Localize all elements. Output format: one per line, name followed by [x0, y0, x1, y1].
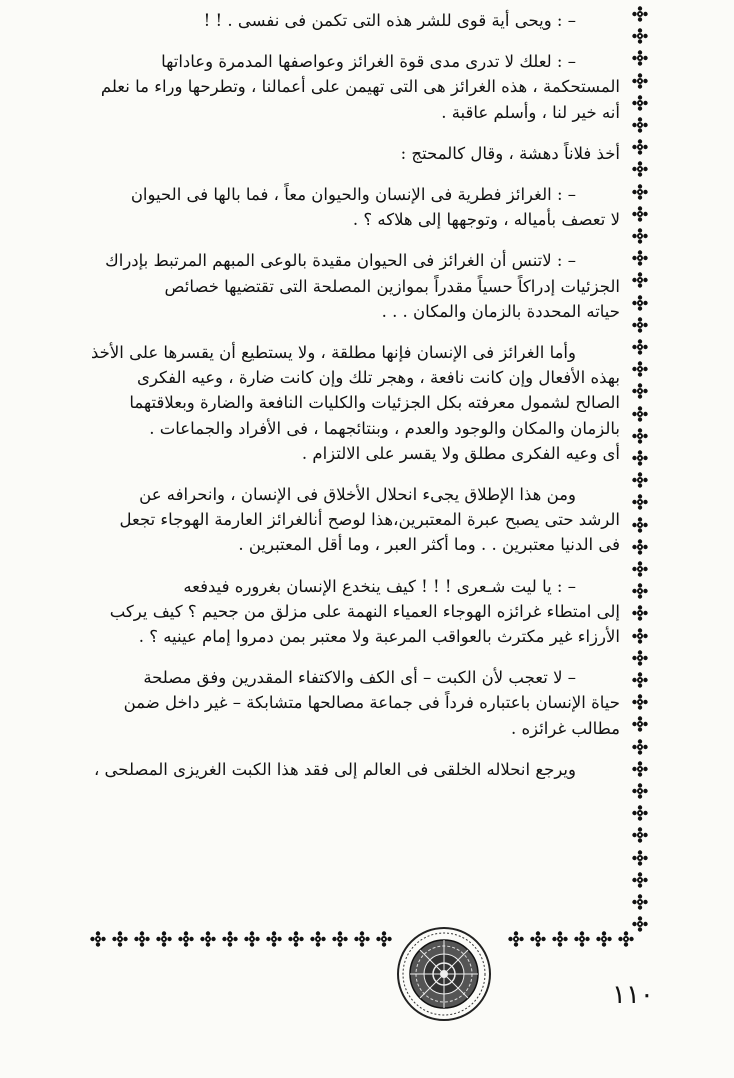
ornamental-cross-icon	[632, 850, 648, 866]
ornamental-cross-icon	[632, 894, 648, 910]
ornamental-cross-icon	[632, 450, 648, 466]
ornamental-cross-icon	[632, 184, 648, 200]
text-line: – : لاتنس أن الغرائز فى الحيوان مقيدة بالوعى المبهم المرتبط بإدراك	[105, 251, 576, 271]
paragraph-7	[80, 482, 620, 558]
text-line: الجزئيات إدراكاً حسياً مقدراً بموازين المصلحة التى تقتضيها خصائص	[164, 276, 620, 296]
ornamental-cross-icon	[156, 931, 172, 947]
ornamental-cross-icon	[632, 317, 648, 333]
text-line: إلى امتطاء غرائزه الهوجاء العمياء النهمة على مزلق من جحيم ؟ كيف يركب	[109, 601, 620, 621]
ornamental-cross-icon	[178, 931, 194, 947]
text-line: الرشد حتى يصبح عبرة المعتبرين،هذا لوصح أنالغرائز العارمة الهوجاء تجعل	[119, 510, 620, 530]
ornamental-cross-icon	[632, 650, 648, 666]
text-line: ومن هذا الإطلاق يجىء انحلال الأخلاق فى الإنسان ، وانحرافه عن	[139, 485, 576, 505]
ornamental-cross-icon	[632, 628, 648, 644]
ornamental-cross-icon	[632, 50, 648, 66]
text-line: – : لعلك لا تدرى مدى قوة الغرائز وعواصفها المدمرة وعاداتها	[161, 52, 576, 72]
paragraph-5	[80, 248, 620, 324]
ornamental-cross-icon	[134, 931, 150, 947]
ornamental-cross-icon	[632, 539, 648, 555]
ornamental-cross-icon	[632, 206, 648, 222]
ornamental-cross-icon	[632, 827, 648, 843]
ornamental-cross-icon	[222, 931, 238, 947]
paragraph-4	[80, 182, 620, 232]
ornamental-cross-icon	[552, 931, 568, 947]
text-line: الأرزاء غير مكترث بالعواقب المرعبة ولا معتبر بمن دمروا إمام عينيه ؟ .	[138, 627, 620, 647]
ornamental-cross-icon	[332, 931, 348, 947]
ornamental-cross-icon	[632, 694, 648, 710]
text-line: أى وعيه الفكرى مطلق ولا يقسر على الالتزام .	[301, 443, 620, 463]
text-line: – لا تعجب لأن الكبت – أى الكف والاكتفاء المقدرين وفق مصلحة	[143, 668, 576, 688]
ornamental-cross-icon	[632, 28, 648, 44]
text-line: بهذه الأفعال وإن كانت نافعة ، وهجر تلك وإن كانت ضارة ، وعيه الفكرى	[137, 368, 620, 388]
ornamental-cross-icon	[632, 872, 648, 888]
ornamental-cross-icon	[530, 931, 546, 947]
text-line: مطالب غرائزه .	[510, 718, 620, 738]
ornamental-cross-icon	[632, 561, 648, 577]
paragraph-10	[80, 757, 620, 782]
ornamental-cross-icon	[632, 805, 648, 821]
ornamental-cross-icon	[632, 73, 648, 89]
ornamental-cross-icon	[244, 931, 260, 947]
ornamental-cross-icon	[288, 931, 304, 947]
ornamental-cross-icon	[632, 472, 648, 488]
ornamental-cross-icon	[376, 931, 392, 947]
text-line: أخذ فلاناً دهشة ، وقال كالمحتج :	[400, 143, 620, 163]
paragraph-6	[80, 340, 620, 466]
ornamental-cross-icon	[354, 931, 370, 947]
text-line: المستحكمة ، هذه الغرائز هى التى تهيمن على أعمالنا ، وتطرحها وراء ما نعلم	[100, 77, 620, 97]
text-line: بالزمان والمكان والوجود والعدم ، وبنتائجهما ، فى الأفراد والجماعات .	[149, 418, 620, 438]
ornamental-cross-icon	[632, 716, 648, 732]
ornamental-border-bottom	[90, 928, 652, 950]
text-line: وأما الغرائز فى الإنسان فإنها مطلقة ، ولا يستطيع أن يقسرها على الأخذ	[91, 343, 576, 363]
ornamental-cross-icon	[632, 761, 648, 777]
ornamental-cross-icon	[632, 228, 648, 244]
ornamental-cross-icon	[632, 494, 648, 510]
ornamental-cross-icon	[618, 931, 634, 947]
ornamental-cross-icon	[632, 783, 648, 799]
ornamental-cross-icon	[632, 361, 648, 377]
ornamental-cross-icon	[632, 406, 648, 422]
text-line: – : ويحى أية قوى للشر هذه التى تكمن فى نفسى . ! !	[203, 11, 576, 30]
text-line: الصالح لشمول معرفته بكل الجزئيات والكليات النافعة والضارة وبعلاقتهما	[129, 393, 620, 413]
paragraph-2	[80, 49, 620, 125]
ornamental-cross-icon	[632, 95, 648, 111]
text-line: أنه خير لنا ، وأسلم عاقبة .	[441, 102, 620, 122]
paragraph-9	[80, 665, 620, 741]
ornamental-cross-icon	[632, 672, 648, 688]
ornamental-cross-icon	[632, 117, 648, 133]
ornamental-cross-icon	[632, 6, 648, 22]
ornamental-cross-icon	[632, 339, 648, 355]
ornamental-cross-icon	[112, 931, 128, 947]
ornamental-cross-icon	[632, 272, 648, 288]
page-text	[80, 8, 620, 798]
ornamental-cross-icon	[632, 295, 648, 311]
text-line: حياة الإنسان باعتباره فرداً فى جماعة مصالحها متشابكة – غير داخل ضمن	[123, 693, 620, 713]
paragraph-1	[80, 8, 620, 33]
ornamental-cross-icon	[596, 931, 612, 947]
ornamental-cross-icon	[310, 931, 326, 947]
ornamental-cross-icon	[632, 250, 648, 266]
ornamental-cross-icon	[90, 931, 106, 947]
ornamental-cross-icon	[632, 739, 648, 755]
text-line: حياته المحددة بالزمان والمكان . . .	[381, 301, 620, 321]
ornamental-cross-icon	[632, 161, 648, 177]
ornamental-cross-icon	[632, 383, 648, 399]
rosette-medallion-icon	[394, 924, 494, 1024]
text-line: ويرجع انحلاله الخلقى فى العالم إلى فقد هذا الكبت الغريزى المصلحى ،	[93, 759, 576, 779]
ornamental-cross-icon	[632, 428, 648, 444]
text-line: لا تعصف بأمياله ، وتوجهها إلى هلاكه ؟ .	[352, 210, 620, 230]
page-number: ١١٠	[612, 980, 654, 1010]
ornamental-cross-icon	[632, 517, 648, 533]
ornamental-cross-icon	[266, 931, 282, 947]
ornamental-cross-icon	[200, 931, 216, 947]
paragraph-3	[80, 141, 620, 166]
ornamental-cross-icon	[574, 931, 590, 947]
ornamental-cross-icon	[508, 931, 524, 947]
paragraph-8	[80, 574, 620, 650]
text-line: فى الدنيا معتبرين . . وما أكثر العبر ، وما أقل المعتبرين .	[238, 535, 620, 555]
ornamental-cross-icon	[632, 583, 648, 599]
ornamental-cross-icon	[632, 139, 648, 155]
text-line: – : يا ليت شـعرى ! ! ! كيف ينخدع الإنسان بغروره فيدفعه	[183, 576, 576, 596]
ornamental-border-right	[628, 6, 652, 946]
text-line: – : الغرائز فطرية فى الإنسان والحيوان معاً ، فما بالها فى الحيوان	[130, 185, 576, 205]
ornamental-cross-icon	[632, 605, 648, 621]
